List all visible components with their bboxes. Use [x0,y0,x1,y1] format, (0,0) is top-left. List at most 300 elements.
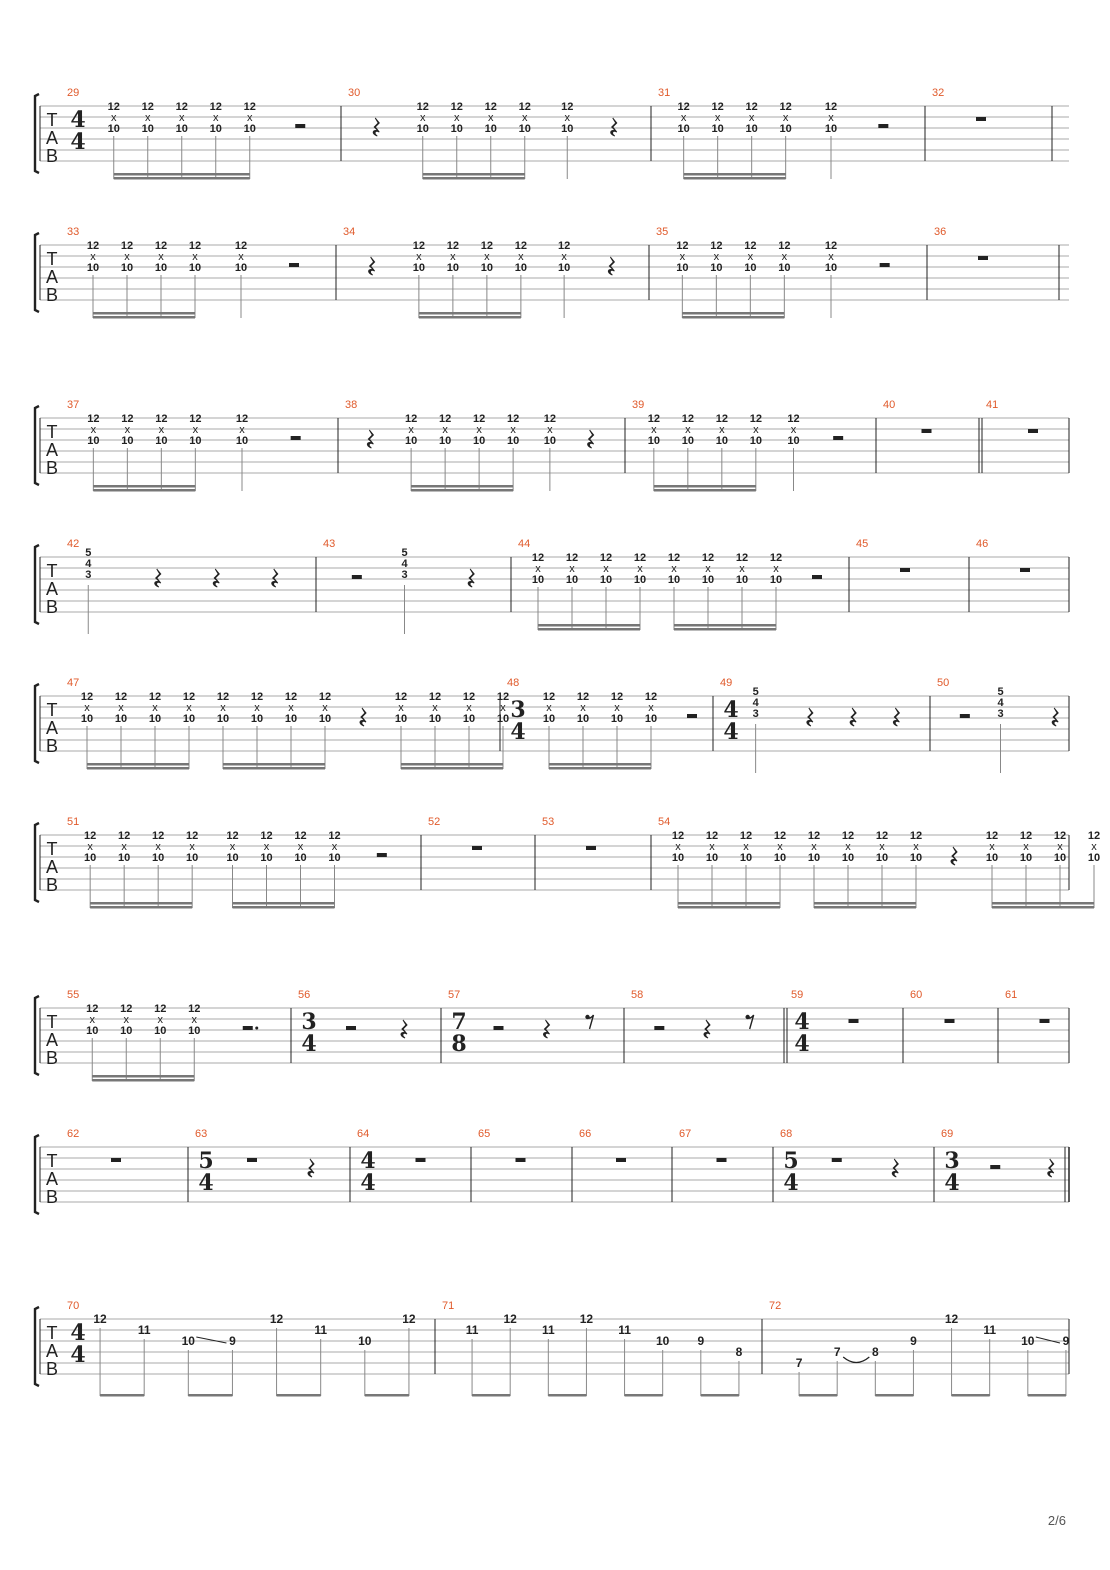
fret-number: 12 [824,240,838,252]
half-rest-block [990,1165,1000,1169]
beam [87,767,189,770]
muted-chord [910,830,922,908]
quarter-rest-shape [213,569,219,587]
dead-note: x [90,424,97,436]
measure-57 [448,989,594,1057]
quarter-rest-shape [373,118,379,136]
quarter-rest [360,708,366,726]
quarter-rest [308,1159,314,1177]
dead-note: x [790,424,797,436]
tab-clef-letter: B [45,146,59,166]
half-rest [346,1026,356,1030]
muted-chord [81,691,93,769]
beam [223,767,325,770]
measure-71 [442,1300,743,1397]
muted-chord [706,830,718,908]
whole-rest-block [111,1158,121,1162]
system-5 [35,677,1069,773]
beam [114,177,250,180]
fret-number: 12 [561,101,574,113]
fret-number: 3 [401,569,408,581]
quarter-rest [588,430,594,448]
dead-note: x [158,424,165,436]
measure-31 [658,87,888,180]
fret-number: 12 [226,830,239,842]
fret-number: 10 [875,852,889,864]
muted-chord [210,101,222,179]
dead-note: x [90,251,96,263]
fret-number: 12 [416,101,429,113]
fret-number: 12 [701,552,715,564]
whole-rest [416,1158,426,1162]
beam [654,485,756,488]
dead-note: x [213,112,219,124]
beam [419,316,521,319]
tab-note [504,1312,518,1396]
fret-number: 10 [120,1025,133,1037]
measure-number: 49 [720,677,733,689]
measure-number: 60 [910,989,923,1001]
fret-number: 12 [141,101,154,113]
muted-chord [87,240,99,318]
half-rest-block [295,124,305,128]
time-signature [723,697,738,745]
measure-number: 34 [343,226,356,238]
whole-rest-block [978,256,988,260]
measure-65 [478,1128,526,1162]
fret-number: 10 [121,435,134,447]
whole-rest-block [976,117,986,121]
tab-clef-letter: T [46,422,58,442]
fret-number: 10 [243,123,256,135]
fret-number: 10 [114,713,128,725]
fret-number: 12 [107,101,120,113]
muted-chord [155,240,167,318]
dead-note: x [719,424,725,436]
quarter-rest [468,569,474,587]
muted-chord [149,691,161,769]
tab-clef-letter: T [46,1012,58,1032]
muted-chord [1054,830,1066,908]
system-bracket [35,1135,39,1214]
fret-number: 10 [565,574,579,586]
beam [401,763,503,766]
measure-29 [67,87,305,180]
muted-chord [155,413,167,491]
time-signature-numerator: 5 [198,1148,214,1174]
measure-55 [67,989,258,1082]
quarter-rest-shape [468,569,474,587]
measure-number: 32 [932,87,945,99]
system-1 [35,87,1069,180]
measure-number: 53 [542,816,555,828]
quarter-rest [704,1020,710,1038]
muted-chord [716,413,728,491]
system-7 [35,989,1069,1082]
whole-rest-block [516,1158,526,1162]
fret-number: 12 [576,691,590,703]
measure-44 [518,538,822,631]
beam [814,906,916,909]
half-rest [494,1026,504,1030]
dead-note: x [547,424,553,436]
fret-number: 12 [1053,830,1067,842]
fret-number: 12 [496,691,510,703]
beam [682,312,784,315]
measure-number: 72 [769,1300,782,1312]
time-signature-numerator: 7 [451,1009,467,1035]
fret-number: 10 [450,123,463,135]
half-rest [878,124,888,128]
whole-rest [900,568,910,572]
fret-number: 10 [671,852,685,864]
dead-note: x [781,251,788,263]
fret-number: 12 [875,830,889,842]
eighth-rest [745,1015,753,1029]
time-signature [794,1009,809,1057]
fret-number: 10 [186,852,199,864]
whole-rest-block [416,1158,426,1162]
muted-chord [532,552,544,630]
dead-note: x [432,702,438,714]
fret-number: 10 [120,262,134,274]
whole-rest-block [832,1158,842,1162]
half-rest [352,575,362,579]
fret-number: 10 [518,123,531,135]
tie-arc [843,1357,869,1363]
beam [277,1394,321,1397]
fret-number: 10 [462,713,476,725]
muted-chord [189,413,201,491]
dead-note: x [614,702,620,714]
tab-note [796,1356,803,1396]
fret-number: 12 [710,240,723,252]
quarter-rest-shape [367,430,373,448]
fret-number: 10 [1021,1334,1035,1348]
whole-rest [616,1158,626,1162]
system-2 [35,226,1069,319]
half-rest-block [346,1026,356,1030]
fret-number: 12 [503,1312,517,1326]
whole-rest-block [616,1158,626,1162]
beam [654,489,756,492]
fret-number: 12 [745,101,758,113]
dead-note: x [714,112,721,124]
fret-number: 3 [85,569,92,581]
dead-note: x [191,1014,197,1026]
quarter-rest [367,430,373,448]
muted-chord [152,830,164,908]
muted-chord [84,830,96,908]
dead-note: x [398,702,404,714]
fret-number: 12 [473,413,486,425]
beam [365,1394,409,1397]
fret-number: 10 [226,852,239,864]
fret-number: 10 [735,574,749,586]
fret-number: 12 [269,1312,284,1326]
muted-chord [176,101,188,179]
fret-number: 12 [599,552,613,564]
beam [814,902,916,905]
measure-47 [67,677,509,770]
quarter-rest [155,569,161,587]
dead-note: x [1057,841,1063,853]
measure-number: 71 [442,1300,455,1312]
dotted-half-rest [243,1026,259,1030]
measure-72 [769,1300,1070,1397]
measure-68 [780,1128,898,1196]
time-signature-denominator: 8 [451,1031,467,1057]
fret-number: 10 [543,435,556,447]
whole-rest [717,1158,727,1162]
beam [684,177,786,180]
time-signature-numerator: 3 [510,697,526,723]
fret-number: 10 [428,713,442,725]
time-signature-denominator: 4 [944,1170,960,1196]
fret-number: 10 [358,1334,372,1348]
dead-note: x [1023,841,1029,853]
muted-chord [485,101,497,179]
measure-32 [932,87,986,121]
fret-number: 12 [705,830,719,842]
muted-chord [154,1003,166,1081]
whole-rest-block [922,429,932,433]
fret-number: 12 [294,830,307,842]
measure-number: 67 [679,1128,692,1140]
beam [423,173,525,176]
half-rest-block [243,1026,253,1030]
fret-number: 10 [561,123,574,135]
measure-number: 40 [883,399,896,411]
fret-number: 12 [769,552,783,564]
measure-number: 58 [631,989,644,1001]
fret-number: 5 [85,547,92,559]
measure-number: 47 [67,677,80,689]
measure-number: 56 [298,989,311,1001]
fret-number: 12 [1019,830,1033,842]
dead-note: x [484,251,490,263]
muted-chord [611,691,623,769]
fret-number: 10 [235,435,249,447]
quarter-rest-shape [588,430,594,448]
fret-number: 9 [697,1334,705,1348]
quarter-rest-shape [893,708,899,726]
fret-number: 12 [480,240,493,252]
quarter-rest [1052,708,1058,726]
quarter-rest [401,1020,407,1038]
dead-note: x [263,841,270,853]
fret-number: 10 [710,262,723,274]
fret-number: 10 [188,262,202,274]
fret-number: 12 [121,413,134,425]
tab-clef-letter: B [45,1359,59,1379]
tab-note [736,1345,743,1396]
quarter-rest [951,847,957,865]
half-rest-block [812,575,822,579]
fret-number: 12 [402,1312,416,1326]
beam [992,902,1094,905]
dead-note: x [739,563,745,575]
measure-number: 39 [632,399,645,411]
muted-chord [787,413,799,491]
tab-note [834,1345,841,1396]
whole-rest [976,117,986,121]
measure-36 [934,226,988,260]
fret-number: 12 [579,1312,594,1326]
fret-number: 10 [148,713,162,725]
fret-number: 12 [152,830,165,842]
dead-note: x [466,702,472,714]
muted-chord [825,240,837,318]
fret-number: 10 [405,435,418,447]
beam [992,906,1094,909]
half-rest-block [878,124,888,128]
dead-note: x [546,702,552,714]
whole-rest [849,1019,859,1023]
half-rest-block [352,575,362,579]
fret-number: 10 [705,852,719,864]
beam [549,763,651,766]
system-bracket [35,406,39,485]
fret-number: 4 [997,697,1004,709]
measure-number: 62 [67,1128,80,1140]
measure-59 [791,989,859,1057]
fret-number: 10 [787,435,800,447]
fret-number: 12 [514,240,527,252]
fret-number: 5 [997,686,1004,698]
dead-note: x [89,1014,95,1026]
quarter-rest [611,118,617,136]
time-signature-numerator: 4 [723,697,739,723]
muted-chord [712,101,724,179]
tab-clef-letter: A [45,857,59,877]
muted-chord [746,101,758,179]
dead-note: x [239,424,245,436]
fret-number: 12 [412,240,425,252]
dead-note: x [845,841,851,853]
muted-chord [186,830,198,908]
tab-note [656,1334,670,1396]
rest-dot [255,1027,258,1030]
measure-number: 55 [67,989,80,1001]
quarter-rest [892,1159,898,1177]
muted-chord [678,101,690,179]
fret-number: 10 [234,262,248,274]
time-signature-denominator: 4 [70,1342,86,1368]
fret-number: 10 [1019,852,1033,864]
dead-note: x [123,1014,129,1026]
muted-chord [519,101,531,179]
half-rest [812,575,822,579]
fret-number: 7 [795,1356,803,1370]
quarter-rest-shape [543,1020,549,1038]
fret-number: 12 [188,240,202,252]
dead-note: x [84,702,90,714]
half-rest [377,853,387,857]
beam [799,1394,837,1397]
quarter-rest [850,708,856,726]
tab-note [872,1345,879,1396]
fret-number: 12 [507,413,520,425]
muted-chord [986,830,998,908]
muted-chord [648,413,660,491]
tab-clef-letter: T [46,110,58,130]
measure-56 [298,989,407,1057]
fret-number: 12 [154,240,168,252]
half-rest [880,263,890,267]
fret-number: 10 [86,262,100,274]
beam [411,489,513,492]
beam [87,763,189,766]
dead-note: x [220,702,226,714]
muted-chord [413,240,425,318]
measure-number: 41 [986,399,999,411]
muted-chord [876,830,888,908]
dead-note: x [675,841,681,853]
fret-number: 10 [711,123,724,135]
fret-number: 11 [618,1323,631,1337]
fret-number: 12 [186,830,199,842]
measure-number: 52 [428,816,441,828]
fret-number: 10 [739,852,753,864]
measure-62 [67,1128,121,1162]
beam [678,906,780,909]
muted-chord [740,830,752,908]
fret-number: 3 [997,708,1004,720]
beam [93,485,195,488]
fret-number: 10 [152,852,165,864]
time-signature [301,1009,316,1057]
fret-number: 10 [824,262,838,274]
measure-35 [656,226,890,319]
fret-number: 10 [715,435,728,447]
whole-rest [1028,429,1038,433]
muted-chord [417,101,429,179]
quarter-rest [369,257,375,275]
fret-number: 12 [234,240,248,252]
half-rest [654,1026,664,1030]
page-number: 2/6 [1047,1513,1066,1528]
dead-note: x [118,702,124,714]
beam [684,173,786,176]
beam [223,763,325,766]
beam [401,767,503,770]
time-signature-denominator: 4 [301,1031,317,1057]
fret-number: 10 [182,713,196,725]
muted-chord [1020,830,1032,908]
fret-number: 10 [318,713,332,725]
fret-number: 9 [910,1334,917,1348]
measure-53 [542,816,596,850]
tab-note [358,1334,372,1396]
tab-note [466,1323,479,1396]
muted-chord [774,830,786,908]
beam [188,1394,232,1397]
whole-rest-block [1040,1019,1050,1023]
dead-note: x [828,251,834,263]
fret-number: 10 [531,574,545,586]
measure-50 [937,677,1058,773]
fret-number: 10 [681,435,694,447]
half-rest [295,124,305,128]
tab-clef-letter: B [45,285,59,305]
half-rest-block [880,263,890,267]
beam [419,312,521,315]
beam [538,624,640,627]
fret-number: 10 [656,1334,670,1348]
beam [423,177,525,180]
measure-number: 51 [67,816,80,828]
